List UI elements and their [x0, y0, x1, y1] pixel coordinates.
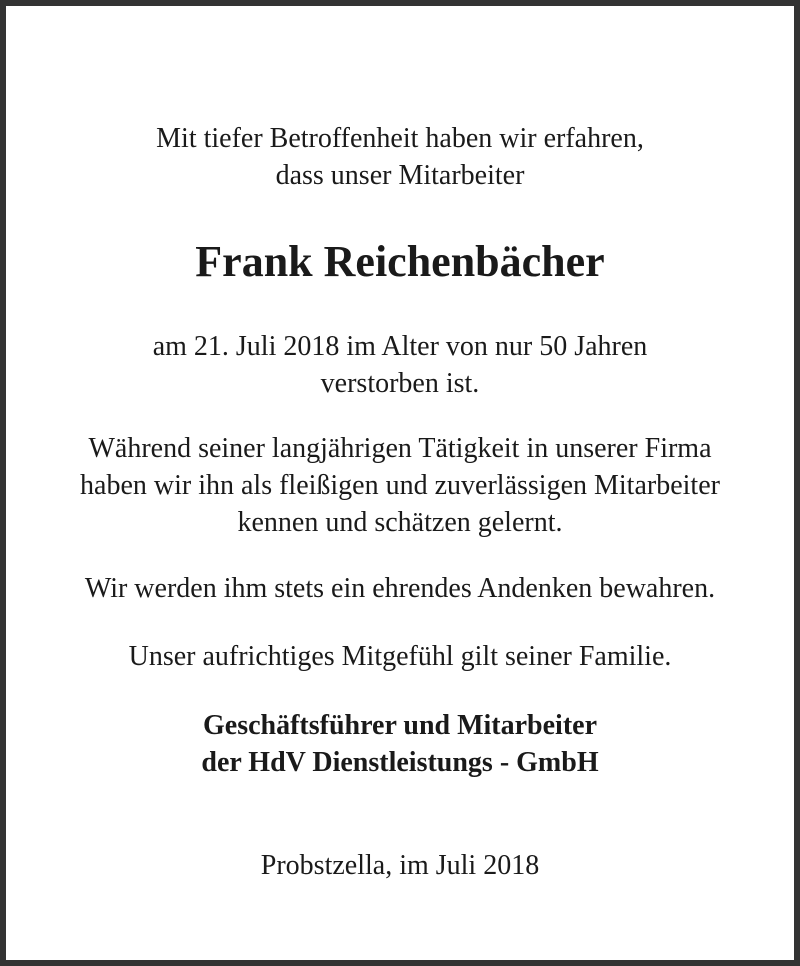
- intro-line-1: Mit tiefer Betroffenheit haben wir erfahren,: [156, 123, 644, 154]
- tribute-line-1: Während seiner langjährigen Tätigkeit in unserer Firma: [88, 433, 712, 464]
- death-line-1: am 21. Juli 2018 im Alter von nur 50 Jahren: [152, 331, 648, 362]
- condolence-line: Unser aufrichtiges Mitgefühl gilt seiner Familie.: [128, 641, 672, 672]
- tribute-line-3: kennen und schätzen gelernt.: [237, 507, 563, 538]
- obituary-notice: [12, 6, 788, 960]
- intro-line-2: dass unser Mitarbeiter: [275, 160, 525, 191]
- place-date: Probstzella, im Juli 2018: [260, 850, 540, 881]
- tribute-line-2: haben wir ihn als fleißigen und zuverlässigen Mitarbeiter: [80, 470, 720, 501]
- remembrance-line: Wir werden ihm stets ein ehrendes Andenken bewahren.: [84, 573, 716, 604]
- deceased-name: Frank Reichenbächer: [195, 237, 605, 286]
- signature-line-1: Geschäftsführer und Mitarbeiter: [202, 710, 598, 741]
- death-line-2: verstorben ist.: [320, 368, 480, 399]
- signature-line-2: der HdV Dienstleistungs - GmbH: [201, 747, 599, 778]
